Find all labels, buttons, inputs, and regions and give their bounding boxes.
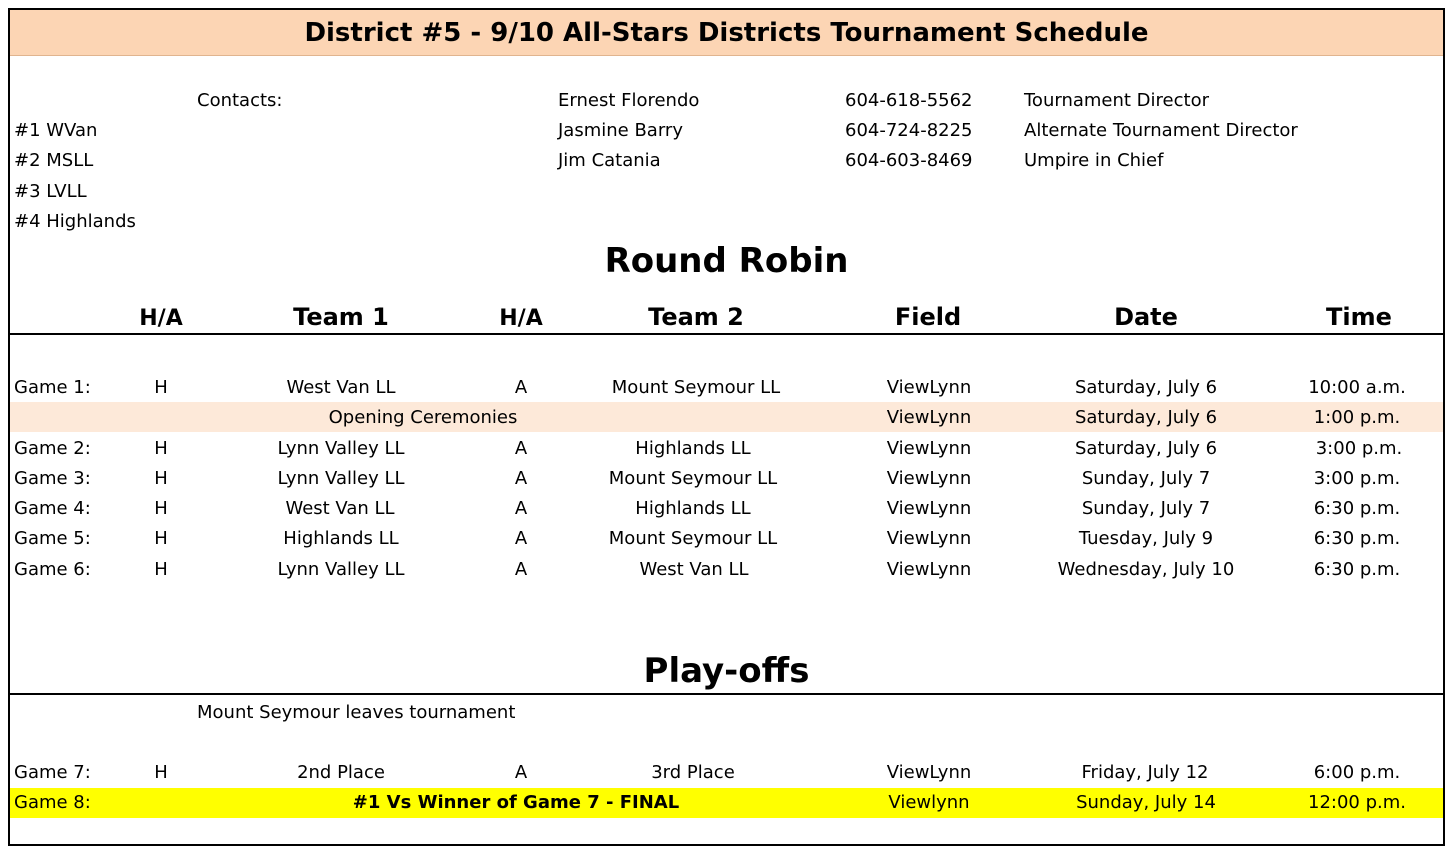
field: ViewLynn [886,377,972,398]
final-label: #1 Vs Winner of Game 7 - FINAL [352,792,680,813]
game-label: Game 8: [14,792,91,813]
home-away-1: H [154,468,168,489]
team-1: West Van LL [286,377,396,398]
contact-phone: 604-724-8225 [845,120,973,141]
contact-name: Ernest Florendo [558,90,700,111]
team-seed-4: #4 Highlands [14,211,136,232]
team-2: West Van LL [639,559,749,580]
home-away-2: A [514,438,528,459]
home-away-2: A [514,762,528,783]
home-away-1: H [154,498,168,519]
home-away-1: H [154,559,168,580]
contact-phone: 604-618-5562 [845,90,973,111]
time: 6:00 p.m. [1313,762,1401,783]
time: 6:30 p.m. [1313,528,1401,549]
team-2: Highlands LL [635,438,751,459]
date: Sunday, July 14 [1076,792,1216,813]
header-ha2: H/A [499,306,543,331]
home-away-1: H [154,438,168,459]
date: Tuesday, July 9 [1078,528,1214,549]
game-label: Game 6: [14,559,91,580]
header-field: Field [894,303,962,331]
home-away-2: A [514,559,528,580]
date: Wednesday, July 10 [1057,559,1235,580]
ceremony-label: Opening Ceremonies [328,407,518,428]
time: 1:00 p.m. [1313,407,1401,428]
time: 10:00 a.m. [1308,377,1406,398]
team-1: Lynn Valley LL [277,438,405,459]
game-label: Game 5: [14,528,91,549]
header-divider [10,333,1443,335]
date: Sunday, July 7 [1081,498,1211,519]
contact-role: Alternate Tournament Director [1024,120,1298,141]
team-seed-3: #3 LVLL [14,181,87,202]
date: Saturday, July 6 [1074,407,1218,428]
contact-role: Umpire in Chief [1024,150,1164,171]
home-away-1: H [154,377,168,398]
field: ViewLynn [886,407,972,428]
date: Saturday, July 6 [1074,377,1218,398]
time: 12:00 p.m. [1308,792,1406,813]
round-robin-title: Round Robin [604,241,849,281]
ceremony-band [10,402,1443,432]
team-1: Lynn Valley LL [277,559,405,580]
field: ViewLynn [886,438,972,459]
contact-name: Jim Catania [558,150,661,171]
home-away-1: H [154,762,168,783]
home-away-1: H [154,528,168,549]
field: ViewLynn [886,468,972,489]
contacts-label: Contacts: [197,90,283,111]
header-time: Time [1326,303,1392,331]
header-date: Date [1114,303,1178,331]
team-2: Mount Seymour LL [611,377,781,398]
home-away-2: A [514,468,528,489]
game-label: Game 7: [14,762,91,783]
date: Friday, July 12 [1081,762,1209,783]
field: ViewLynn [886,559,972,580]
playoffs-divider [10,693,1443,695]
time: 6:30 p.m. [1313,559,1401,580]
team-seed-1: #1 WVan [14,120,98,141]
team-1: West Van LL [285,498,395,519]
team-2: Mount Seymour LL [608,528,778,549]
game-label: Game 4: [14,498,91,519]
field: ViewLynn [886,528,972,549]
header-team1: Team 1 [293,303,389,331]
date: Sunday, July 7 [1081,468,1211,489]
contact-phone: 604-603-8469 [845,150,973,171]
field: ViewLynn [886,498,972,519]
time: 3:00 p.m. [1315,438,1403,459]
contact-name: Jasmine Barry [558,120,683,141]
game-label: Game 1: [14,377,91,398]
playoffs-note: Mount Seymour leaves tournament [197,702,516,723]
game-label: Game 2: [14,438,91,459]
playoffs-title: Play-offs [643,651,810,691]
field: ViewLynn [886,762,972,783]
team-seed-2: #2 MSLL [14,150,94,171]
team-1: Lynn Valley LL [277,468,405,489]
header-ha1: H/A [139,306,183,331]
contact-role: Tournament Director [1024,90,1209,111]
time: 3:00 p.m. [1313,468,1401,489]
team-2: Highlands LL [635,498,751,519]
field: Viewlynn [888,792,970,813]
game-label: Game 3: [14,468,91,489]
final-band [10,788,1443,818]
home-away-2: A [514,377,528,398]
page-title: District #5 - 9/10 All-Stars Districts Tournament Schedule [10,10,1443,56]
team-1: Highlands LL [283,528,399,549]
home-away-2: A [514,528,528,549]
date: Saturday, July 6 [1074,438,1218,459]
team-1: 2nd Place [297,762,385,783]
team-2: 3rd Place [651,762,735,783]
time: 6:30 p.m. [1313,498,1401,519]
home-away-2: A [514,498,528,519]
header-team2: Team 2 [648,303,744,331]
team-2: Mount Seymour LL [608,468,778,489]
